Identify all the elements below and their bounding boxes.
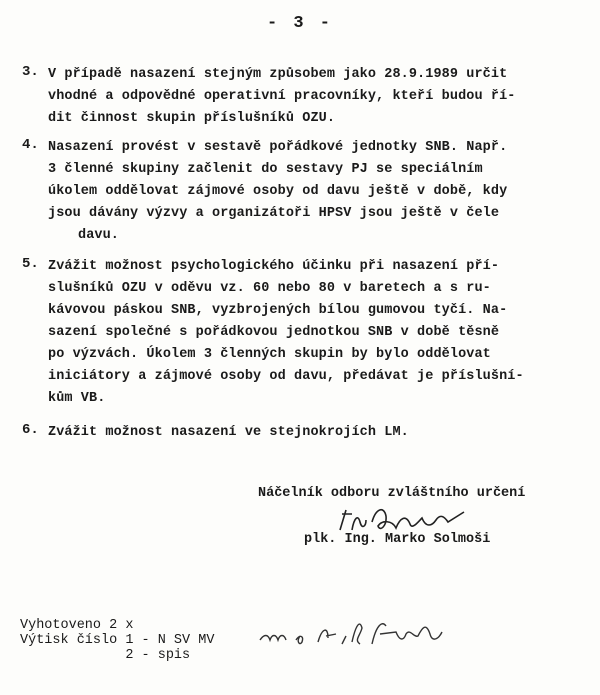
page-number: - 3 -	[266, 14, 333, 33]
distribution-line: 2 - spis	[20, 648, 191, 663]
distribution-list	[20, 618, 214, 663]
signatory-title: Náčelník odboru zvláštního určení	[258, 486, 526, 501]
item-line: Zvážit možnost nasazení ve stejnokrojích LM.	[48, 425, 409, 440]
item-line: úkolem oddělovat zájmové osoby od davu ještě v době, kdy	[48, 184, 508, 199]
item-line: kům VB.	[48, 391, 106, 406]
item-line: slušníků OZU v oděvu vz. 60 nebo 80 v baretech a s ru-	[48, 281, 491, 296]
list-item-5	[22, 256, 582, 410]
item-line: 3 členné skupiny začlenit do sestavy PJ se speciálním	[48, 162, 483, 177]
list-item-4	[22, 137, 582, 247]
item-line: davu.	[78, 228, 120, 243]
signature-block	[258, 486, 588, 547]
item-line: Zvážit možnost psychologického účinku při nasazení pří-	[48, 259, 500, 274]
item-number: 5.	[22, 256, 39, 272]
list-item-3	[22, 64, 582, 130]
item-line: vhodné a odpovědné operativní pracovníky, kteří budou ří-	[48, 89, 516, 104]
item-number: 3.	[22, 64, 39, 80]
distribution-line: Výtisk číslo 1 - N SV MV	[20, 633, 215, 648]
item-line: sazení společné s pořádkovou jednotkou SNB v době těsně	[48, 325, 500, 340]
distribution-line: Vyhotoveno 2 x	[20, 618, 134, 633]
item-line: iniciátory a zájmové osoby od davu, předávat je příslušní-	[48, 369, 524, 384]
item-line: dit činnost skupin příslušníků OZU.	[48, 111, 336, 126]
signatory-name: plk. Ing. Marko Solmoši	[304, 532, 491, 547]
item-line: po výzvách. Úkolem 3 členných skupin by bylo oddělovat	[48, 347, 491, 362]
item-line: kávovou páskou SNB, vyzbrojených bílou gumovou tyčí. Na-	[48, 303, 508, 318]
item-number: 6.	[22, 422, 39, 438]
item-number: 4.	[22, 137, 39, 153]
item-line: Nasazení provést v sestavě pořádkové jednotky SNB. Např.	[48, 140, 508, 155]
item-line: V případě nasazení stejným způsobem jako 28.9.1989 určit	[48, 67, 508, 82]
handwritten-annotation	[256, 614, 456, 654]
item-line: jsou dávány výzvy a organizátoři HPSV jsou ještě v čele	[48, 206, 500, 221]
list-item-6	[22, 422, 582, 444]
